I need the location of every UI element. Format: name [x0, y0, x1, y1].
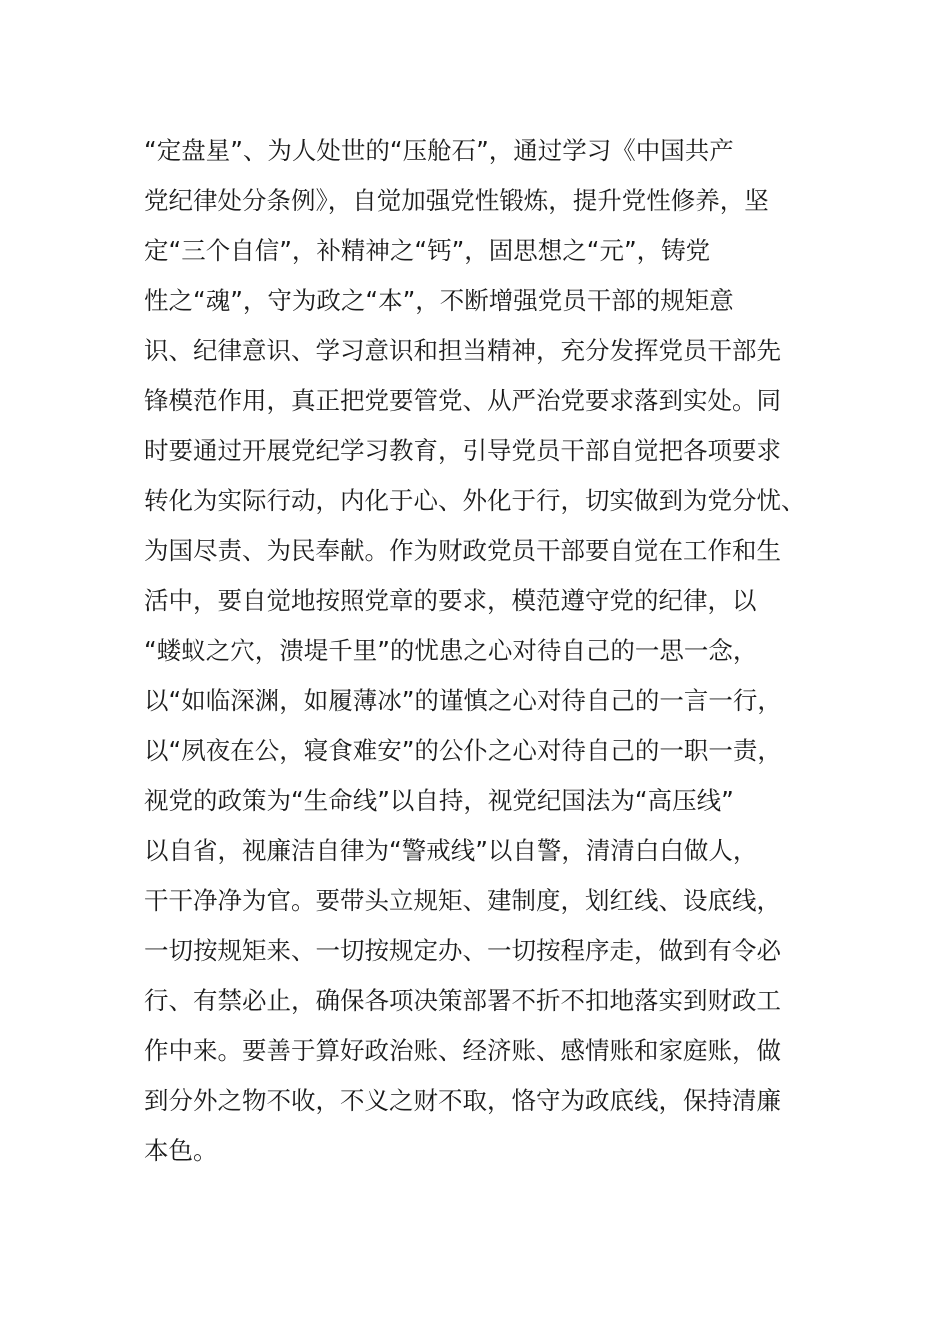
text-line: “定盘星”、为人处世的“压舱石”，通过学习《中国共产	[144, 136, 734, 165]
text-line: 为国尽责、为民奉献。作为财政党员干部要自觉在工作和生	[144, 536, 781, 565]
text-line: 定“三个自信”，补精神之“钙”，固思想之“元”，铸党	[144, 236, 711, 265]
text-line: 以“夙夜在公，寝食难安”的公仆之心对待自己的一职一责，	[144, 736, 782, 765]
body-paragraph	[144, 126, 834, 1176]
text-line: 干干净净为官。要带头立规矩、建制度，划红线、设底线，	[144, 886, 781, 915]
text-line: 一切按规矩来、一切按规定办、一切按程序走，做到有令必	[144, 936, 781, 965]
text-line: 锋模范作用，真正把党要管党、从严治党要求落到实处。同	[144, 386, 781, 415]
text-line: 党纪律处分条例》，自觉加强党性锻炼，提升党性修养，坚	[144, 186, 769, 215]
text-line: 性之“魂”，守为政之“本”，不断增强党员干部的规矩意	[144, 286, 734, 315]
text-line: 视党的政策为“生命线”以自持，视党纪国法为“高压线”	[144, 786, 734, 815]
text-line: “蝼蚁之穴，溃堤千里”的忧患之心对待自己的一思一念，	[144, 636, 758, 665]
text-line: 识、纪律意识、学习意识和担当精神，充分发挥党员干部先	[144, 336, 781, 365]
text-line: 作中来。要善于算好政治账、经济账、感情账和家庭账，做	[144, 1036, 781, 1065]
text-line: 以自省，视廉洁自律为“警戒线”以自警，清清白白做人，	[144, 836, 758, 865]
text-line: 行、有禁必止，确保各项决策部署不折不扣地落实到财政工	[144, 986, 781, 1015]
text-line: 活中，要自觉地按照党章的要求，模范遵守党的纪律，以	[144, 586, 757, 615]
text-line: 到分外之物不收，不义之财不取，恪守为政底线，保持清廉	[144, 1086, 781, 1115]
text-line: 时要通过开展党纪学习教育，引导党员干部自觉把各项要求	[144, 436, 781, 465]
text-line: 以“如临深渊，如履薄冰”的谨慎之心对待自己的一言一行，	[144, 686, 782, 715]
text-line: 转化为实际行动，内化于心、外化于行，切实做到为党分忧、	[144, 486, 806, 515]
text-line: 本色。	[144, 1136, 218, 1165]
